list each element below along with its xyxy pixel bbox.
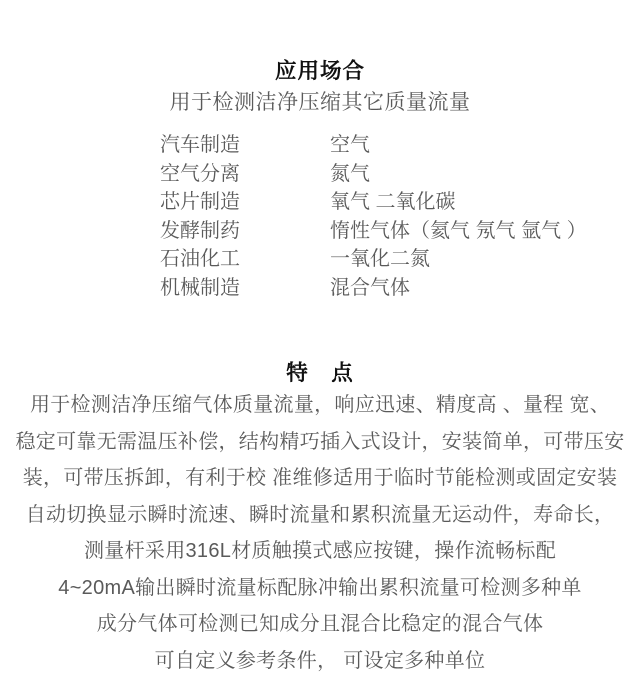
industry-label: 石油化工 [160, 248, 240, 270]
features-paragraph [0, 387, 640, 679]
table-row [160, 188, 640, 217]
gas-label: 氧气 二氧化碳 [330, 191, 456, 213]
feature-line: 用于检测洁净压缩气体质量流量，响应迅速、精度高 、量程 宽、 [29, 394, 611, 416]
table-row [160, 160, 640, 189]
gas-label: 空气 [330, 134, 370, 156]
applications-title: 应用场合 [274, 59, 365, 83]
applications-subtitle: 用于检测洁净压缩其它质量流量 [169, 91, 471, 114]
industry-label: 发酵制药 [160, 219, 240, 242]
industry-label: 芯片制造 [160, 191, 240, 213]
table-row [160, 217, 640, 246]
features-title: 特 点 [286, 361, 354, 385]
feature-line: 装，可带压拆卸，有利于校 准维修适用于临时节能检测或固定安装 [22, 467, 618, 489]
feature-line: 4~20mA输出瞬时流量标配脉冲输出累积流量可检测多种单 [58, 576, 582, 599]
industry-label: 机械制造 [160, 276, 240, 299]
industry-label: 空气分离 [160, 162, 240, 185]
feature-line: 自动切换显示瞬时流速、瞬时流量和累积流量无运动件，寿命长， [25, 503, 615, 526]
gas-label: 一氧化二氮 [330, 248, 430, 270]
gas-label: 惰性气体（氦气 氖气 氩气 ） [330, 219, 587, 242]
industry-label: 汽车制造 [160, 134, 240, 156]
features-section [0, 359, 640, 679]
gas-label: 混合气体 [330, 276, 410, 299]
table-row [160, 274, 640, 303]
feature-line: 测量杆采用316L材质触摸式感应按键，操作流畅标配 [84, 540, 556, 562]
feature-line: 成分气体可检测已知成分且混合比稳定的混合气体 [96, 613, 544, 635]
applications-section [0, 0, 640, 302]
gas-label: 氮气 [330, 162, 370, 185]
feature-line: 可自定义参考条件， 可设定多种单位 [154, 649, 486, 672]
table-row [160, 245, 640, 274]
table-row [160, 131, 640, 160]
applications-table [160, 131, 640, 302]
feature-line: 稳定可靠无需温压补偿，结构精巧插入式设计，安装简单，可带压安 [15, 430, 625, 453]
